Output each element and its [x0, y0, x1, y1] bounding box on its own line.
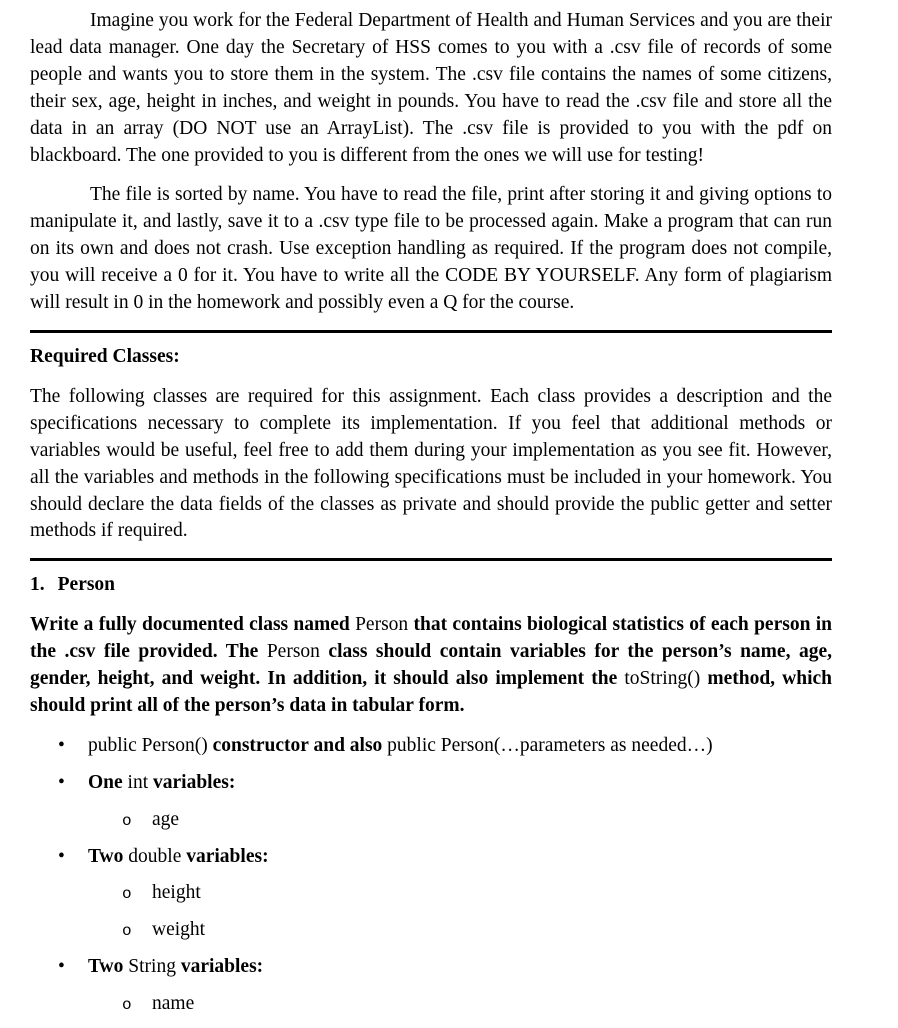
list-item-text: height [152, 882, 201, 904]
section-divider-top [30, 330, 832, 333]
bullet-marker: • [58, 845, 65, 867]
required-classes-heading: Required Classes: [30, 345, 180, 367]
list-item-text: age [152, 808, 180, 830]
person-description: Write a fully documented class named Person that contains biological statistics of each person in the .csv file provided. The Person class should contain variables for the person’s name, age, gender, height, and weight. In addition, it should also implement the toString() method, which should print all of the person’s data in tabular form. [30, 614, 832, 716]
person-section-number: 1. [30, 574, 45, 596]
list-item-text: name [152, 993, 195, 1015]
intro-paragraph-1: Imagine you work for the Federal Department of Health and Human Services and you are their lead data manager. One day the Secretary of HSS comes to you with a .csv file of records of some people and wants you to store them in the system. The .csv file contains the names of some citizens, their sex, age, height in inches, and weight in pounds. You have to read the .csv file and store all the data in an array (DO NOT use an ArrayList). The .csv file is provided to you with the pdf on blackboard. The one provided to you is different from the ones we will use for testing! [30, 10, 832, 166]
bullet-marker: • [58, 734, 65, 756]
list-item [30, 807, 832, 834]
list-item [30, 954, 832, 981]
required-classes-body: The following classes are required for this assignment. Each class provides a description and the specifications necessary to complete its implementation. If you feel that additional methods or variables would be useful, feel free to add them during your implementation as you see fit. However, all the variables and methods in the following specifications must be included in your homework. You should declare the data fields of the classes as private and should provide the public getter and setter methods if required. [30, 385, 832, 542]
bullet-marker: • [58, 956, 65, 978]
list-item [30, 733, 832, 760]
bullet-marker: o [122, 885, 132, 904]
list-item-text: weight [152, 919, 206, 941]
list-item-text: public Person() constructor and also public Person(…parameters as needed…) [88, 734, 713, 756]
list-item [30, 770, 832, 797]
list-item [30, 991, 832, 1018]
bullet-marker: • [58, 771, 65, 793]
bullet-marker: o [122, 996, 132, 1015]
person-section-heading [30, 572, 832, 599]
list-item-text: Two double variables: [88, 845, 269, 867]
bullet-marker: o [122, 922, 132, 941]
list-item [30, 880, 832, 907]
list-item [30, 917, 832, 944]
intro-paragraph-2: The file is sorted by name. You have to read the file, print after storing it and giving options to manipulate it, and lastly, save it to a .csv type file to be processed again. Make a program that can run on its own and does not crash. Use exception handling as required. If the program does not compile, you will receive a 0 for it. You have to write all the CODE BY YOURSELF. Any form of plagiarism will result in 0 in the homework and possibly even a Q for the course. [30, 184, 832, 314]
section-divider-bottom [30, 558, 832, 561]
person-section-title: Person [57, 574, 116, 596]
list-item-text: One int variables: [88, 771, 236, 793]
list-item-text: Two String variables: [88, 956, 264, 978]
list-item [30, 844, 832, 871]
bullet-marker: o [122, 811, 132, 830]
person-spec-list [30, 733, 832, 1018]
